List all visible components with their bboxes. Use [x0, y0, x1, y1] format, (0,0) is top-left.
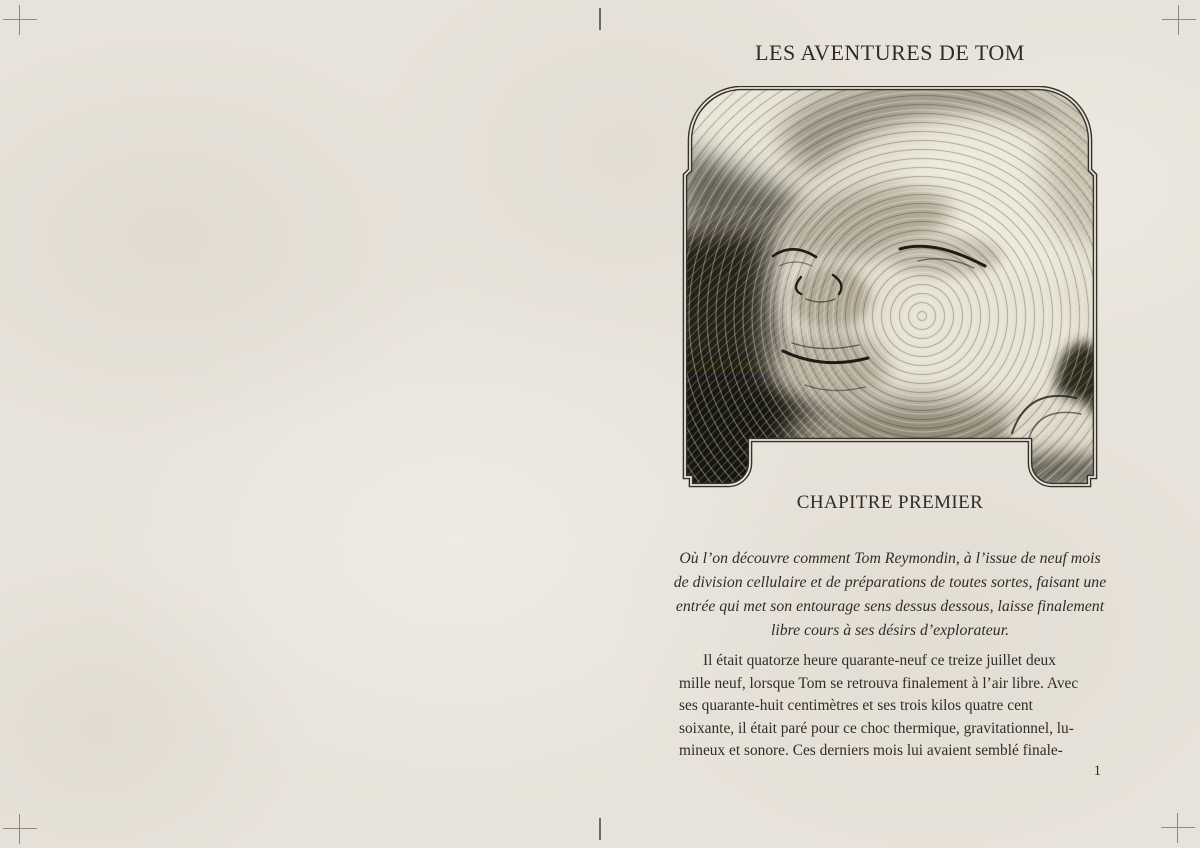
- book-title: LES AVENTURES DE TOM: [755, 40, 1025, 65]
- fold-mark-bottom-icon: [599, 818, 601, 840]
- body-line: soixante, il était paré pour ce choc thermique, gravitationnel, lu-: [679, 719, 1074, 737]
- engraved-newborn-portrait: [682, 86, 1098, 491]
- chapter-heading: CHAPITRE PREMIER: [796, 492, 984, 513]
- crop-mark-top-left-icon: [3, 3, 37, 37]
- intro-line: libre cours à ses désirs d’explorateur.: [770, 622, 1010, 639]
- body-line: mineux et sonore. Ces derniers mois lui avaient semblé finale-: [679, 742, 1063, 760]
- page-number: 1: [1093, 763, 1101, 779]
- body-line: mille neuf, lorsque Tom se retrouva finalement à l’air libre. Avec: [679, 674, 1079, 692]
- chapter-body-paragraph: [679, 650, 1101, 763]
- crop-mark-bottom-right-icon: [1161, 811, 1195, 845]
- illustration-plate: [682, 86, 1098, 491]
- engraving-texture: [682, 86, 1098, 491]
- intro-line: entrée qui met son entourage sens dessus dessous, laisse finalement: [675, 598, 1105, 615]
- chapter-intro: [659, 547, 1121, 643]
- crop-mark-bottom-left-icon: [3, 812, 37, 846]
- intro-line: de division cellulaire et de préparations de toutes sortes, faisant une: [673, 574, 1107, 591]
- body-line: ses quarante-huit centimètres et ses trois kilos quatre cent: [679, 697, 1033, 715]
- body-line: Il était quatorze heure quarante-neuf ce treize juillet deux: [703, 652, 1056, 669]
- fold-mark-top-icon: [599, 8, 601, 30]
- crop-mark-top-right-icon: [1162, 3, 1196, 37]
- intro-line: Où l’on découvre comment Tom Reymondin, à l’issue de neuf mois: [679, 550, 1101, 567]
